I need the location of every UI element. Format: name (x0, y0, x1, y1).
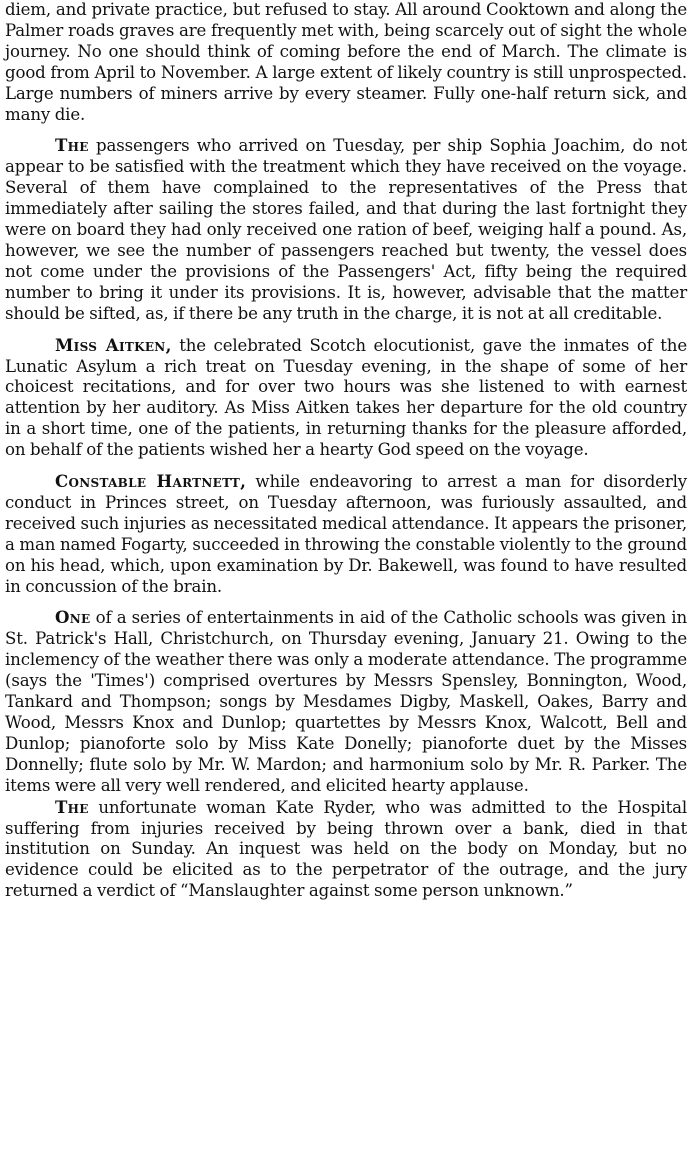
paragraph-gap (5, 125, 687, 135)
paragraph-lead: The (55, 135, 89, 156)
paragraph-miss-aitken (5, 335, 687, 461)
paragraph-text: unfortunate woman Kate Ryder, who was admitted to the Hospital suffering from injuries received by being thrown over a bank, died in that institution on Sunday. An inquest was held on the body on Monday, but no evidence could be elicited as to the perpetrator of the outrage, and the jury returned a verdict of “Manslaughter against some person unknown.” (5, 797, 687, 901)
paragraph-cooktown (5, 0, 687, 125)
paragraph-lead: One (55, 607, 91, 628)
paragraph-gap (5, 461, 687, 471)
paragraph-text: diem, and private practice, but refused to stay. All around Cooktown and along the Palmer roads graves are frequently met with, being scarcely out of sight the whole journey. No one should think of coming before the end of March. The climate is good from April to November. A large extent of likely country is still unprospected. Large numbers of miners arrive by every steamer. Fully one-half return sick, and many die. (5, 0, 687, 124)
newspaper-column (5, 0, 687, 902)
paragraph-catholic-schools (5, 607, 687, 796)
paragraph-lead: The (55, 796, 89, 817)
paragraph-constable-hartnett (5, 471, 687, 597)
paragraph-lead: Miss Aitken, (55, 334, 172, 355)
paragraph-text: while endeavoring to arrest a man for disorderly conduct in Princes street, on Tuesday afternoon, was furiously assaulted, and received such injuries as necessitated medical attendance. It appears the prisoner, a man named Fogarty, succeeded in throwing the constable violently to the ground on his head, which, upon examination by Dr. Bakewell, was found to have resulted in concussion of the brain. (5, 472, 687, 596)
paragraph-gap (5, 325, 687, 335)
paragraph-text: of a series of entertainments in aid of the Catholic schools was given in St. Patrick's Hall, Christchurch, on Thursday evening, January 21. Owing to the inclemency of the weather there was only a moderate attendance. The programme (says the 'Times') comprised overtures by Messrs Spensley, Bonnington, Wood, Tankard and Thompson; songs by Mesdames Digby, Maskell, Oakes, Barry and Wood, Messrs Knox and Dunlop; quartettes by Messrs Knox, Walcott, Bell and Dunlop; pianoforte solo by Miss Kate Donelly; pianoforte duet by the Misses Donnelly; flute solo by Mr. W. Mardon; and harmonium solo by Mr. R. Parker. The items were all very well rendered, and elicited hearty applause. (5, 608, 687, 795)
paragraph-text: passengers who arrived on Tuesday, per ship Sophia Joachim, do not appear to be satisfied with the treatment which they have received on the voyage. Several of them have complained to the representatives of the Press that immediately after sailing the stores failed, and that during the last fortnight they were on board they had only received one ration of beef, weiging half a pound. As, however, we see the number of passengers reached but twenty, the vessel does not come under the provisions of the Passengers' Act, fifty being the required number to bring it under its provisions. It is, however, advisable that the matter should be sifted, as, if there be any truth in the charge, it is not at all creditable. (5, 136, 687, 323)
paragraph-text: the celebrated Scotch elocutionist, gave the inmates of the Lunatic Asylum a rich treat on Tuesday evening, in the shape of some of her choicest recitations, and for over two hours was she listened to with earnest attention by her auditory. As Miss Aitken takes her departure for the old country in a short time, one of the patients, in returning thanks for the pleasure afforded, on behalf of the patients wished her a hearty God speed on the voyage. (5, 335, 687, 460)
paragraph-lead: Constable Hartnett, (55, 471, 247, 492)
paragraph-gap (5, 597, 687, 607)
paragraph-sophia-joachim (5, 135, 687, 324)
paragraph-kate-ryder (5, 797, 687, 903)
